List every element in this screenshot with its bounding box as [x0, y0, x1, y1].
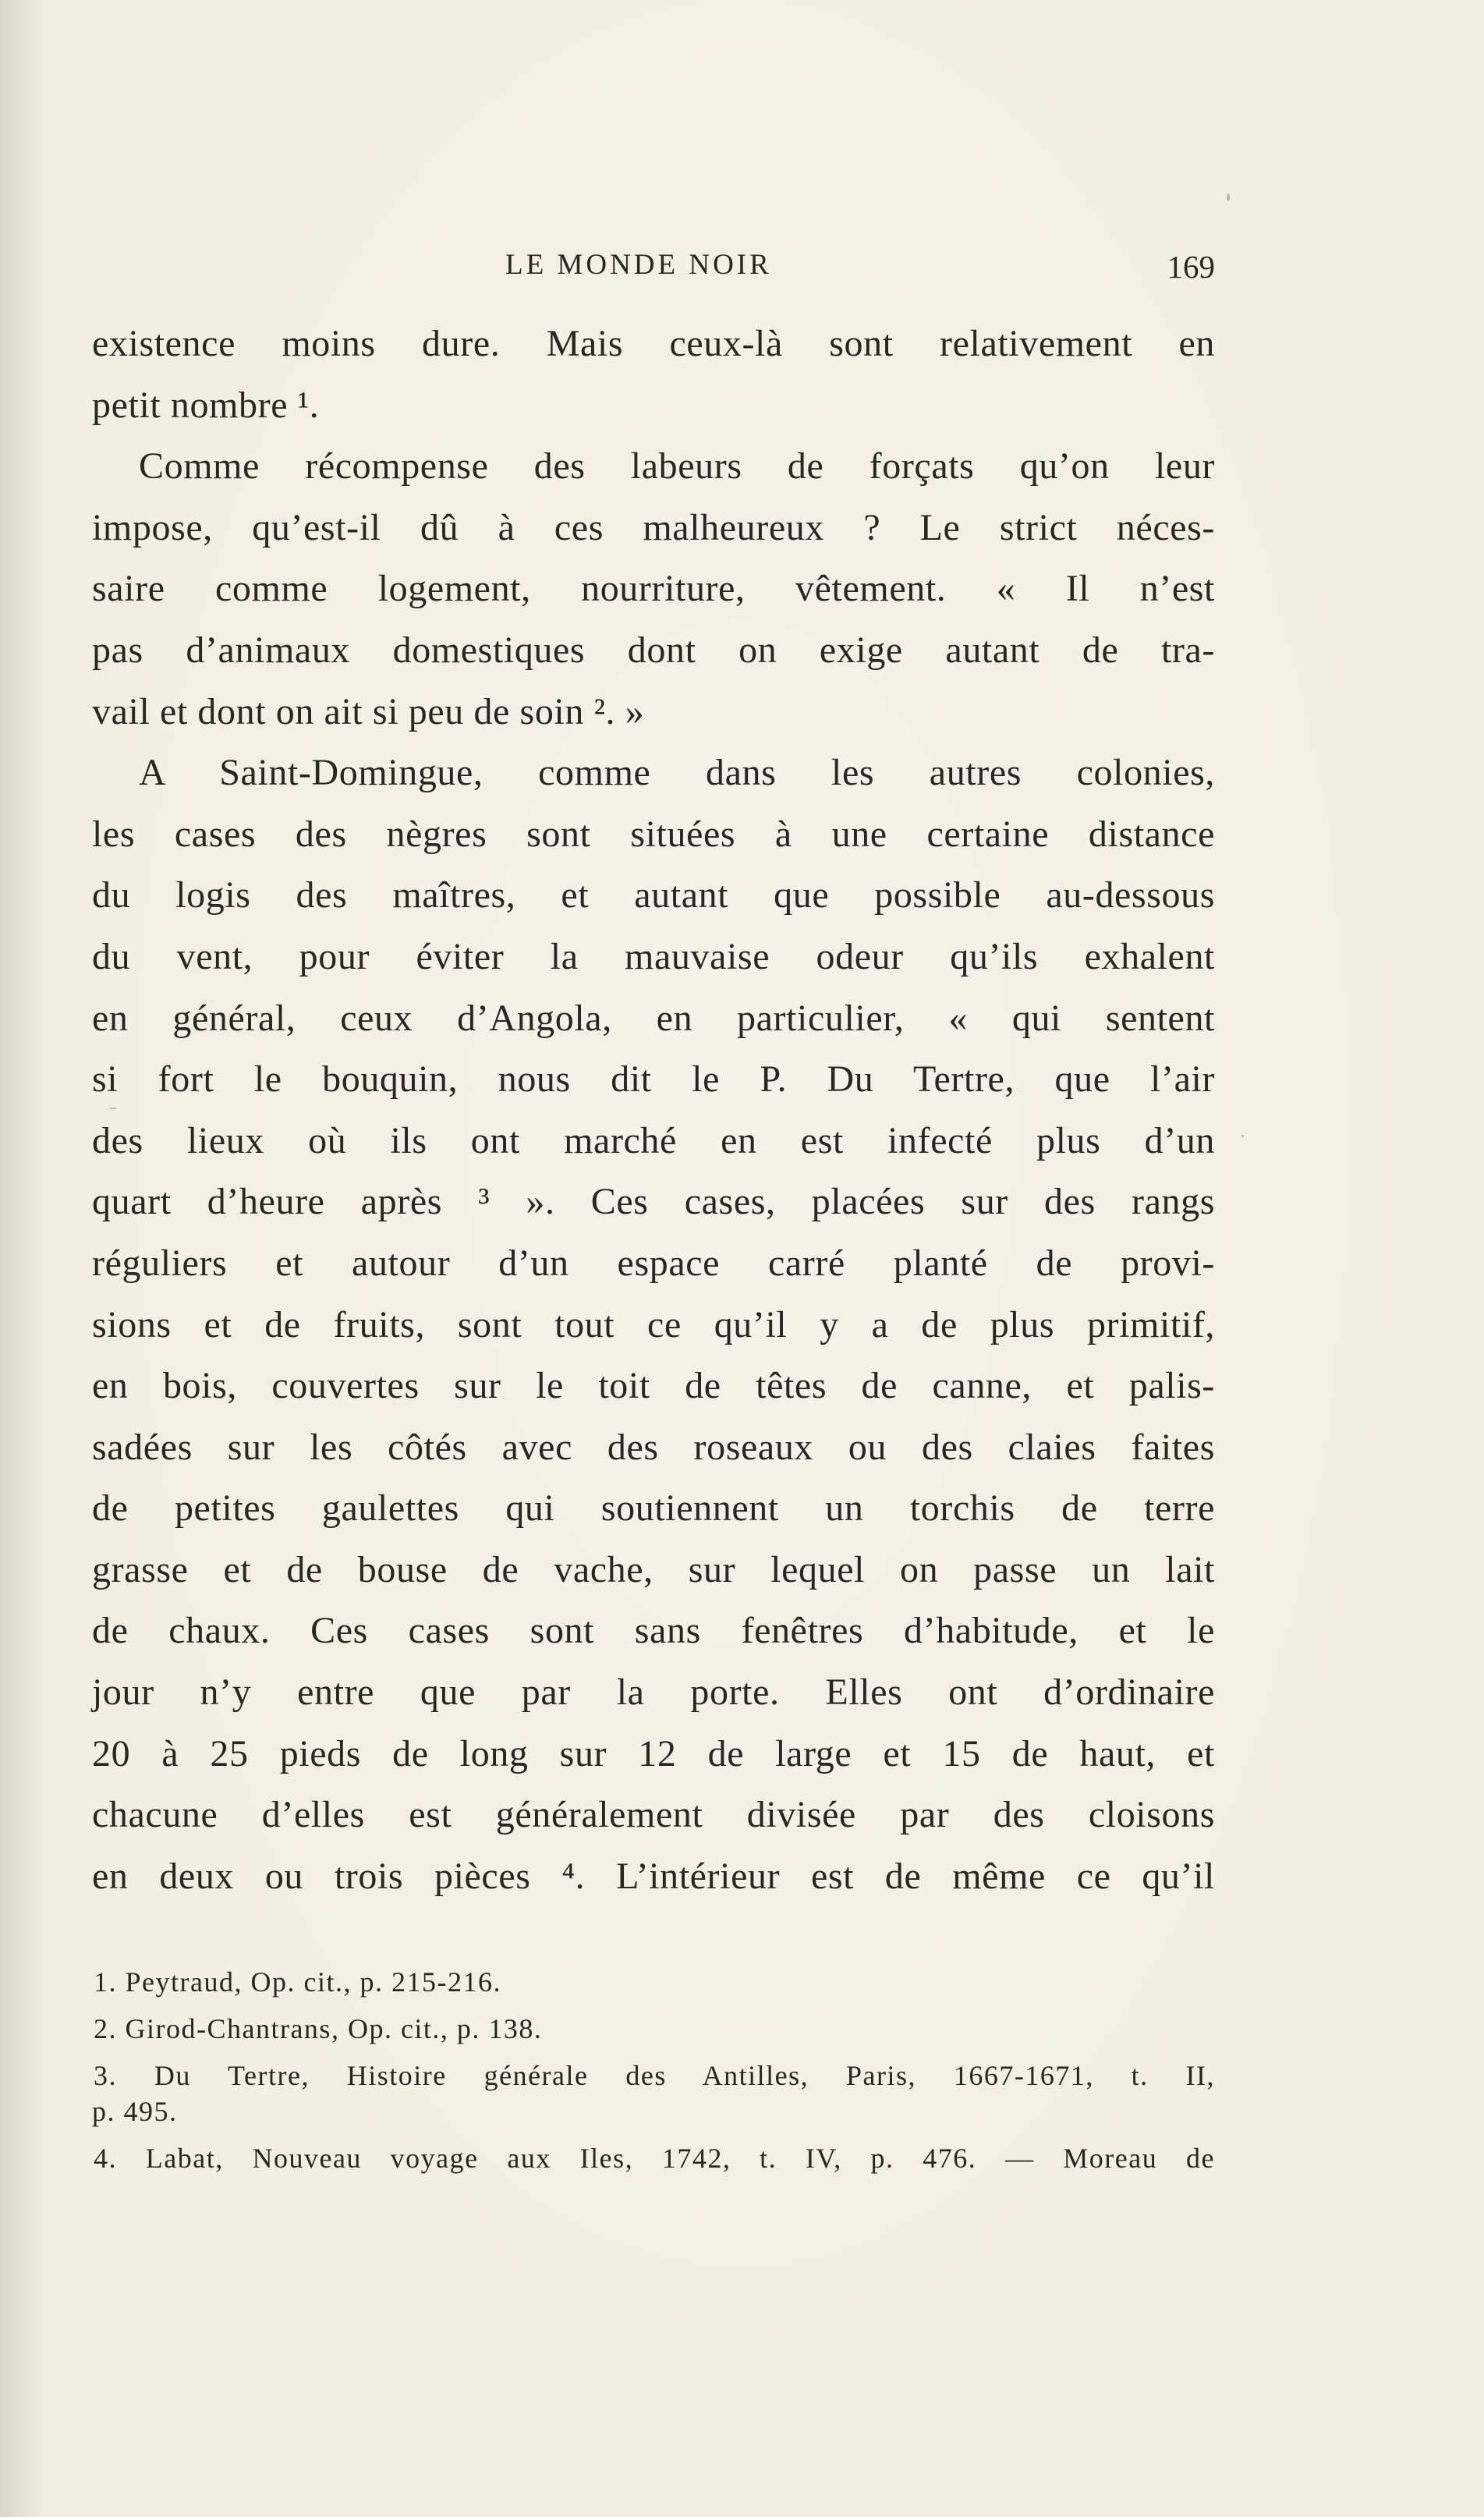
footnote-line: p. 495.	[92, 2096, 178, 2127]
paper-speck	[1241, 1135, 1244, 1137]
text-line: sadées sur les côtés avec des roseaux ou des claies faites	[92, 1426, 1215, 1468]
text-line: saire comme logement, nourriture, vêtement. « Il n’est	[92, 568, 1215, 610]
text-line: Comme récompense des labeurs de forçats qu’on leur	[139, 445, 1215, 487]
text-line: chacune d’elles est généralement divisée par des cloisons	[92, 1794, 1215, 1836]
footnote-line: 3. Du Tertre, Histoire générale des Antilles, Paris, 1667-1671, t. II,	[94, 2060, 1215, 2091]
footnote-line: 2. Girod-Chantrans, Op. cit., p. 138.	[94, 2013, 543, 2044]
gutter-shadow	[0, 0, 47, 2517]
paper-speck	[1227, 193, 1230, 201]
text-line: sions et de fruits, sont tout ce qu’il y a de plus primitif,	[92, 1303, 1215, 1345]
text-line: impose, qu’est-il dû à ces malheureux ? Le strict néces-	[92, 506, 1215, 548]
text-line: du logis des maîtres, et autant que possible au-dessous	[92, 874, 1215, 916]
text-line: petit nombre ¹.	[92, 384, 320, 426]
text-line: réguliers et autour d’un espace carré planté de provi-	[92, 1242, 1215, 1284]
text-line: de petites gaulettes qui soutiennent un torchis de terre	[92, 1487, 1215, 1530]
text-line: du vent, pour éviter la mauvaise odeur qu’ils exhalent	[92, 935, 1215, 977]
footnote-3	[92, 2058, 1215, 2129]
text-line: existence moins dure. Mais ceux-là sont relativement en	[92, 323, 1215, 364]
text-line: si fort le bouquin, nous dit le P. Du Tertre, que l’air	[92, 1058, 1215, 1101]
running-title: LE MONDE NOIR	[505, 249, 772, 281]
text-line: A Saint-Domingue, comme dans les autres colonies,	[139, 752, 1215, 794]
text-line: pas d’animaux domestiques dont on exige autant de tra-	[92, 629, 1215, 671]
footnotes	[92, 1964, 1215, 2187]
text-line: de chaux. Ces cases sont sans fenêtres d’habitude, et le	[92, 1610, 1215, 1652]
paper-speck	[109, 1108, 117, 1109]
text-line: en général, ceux d’Angola, en particulier, « qui sentent	[92, 997, 1215, 1039]
footnote-4	[92, 2140, 1215, 2176]
footnote-line: 4. Labat, Nouveau voyage aux Iles, 1742, t. IV, p. 476. — Moreau de	[94, 2143, 1215, 2174]
text-line: les cases des nègres sont situées à une certaine distance	[92, 813, 1215, 855]
running-head	[92, 248, 1215, 295]
text-line: des lieux où ils ont marché en est infecté plus d’un	[92, 1119, 1215, 1161]
text-line: vail et dont on ait si peu de soin ². »	[92, 690, 645, 732]
text-line: 20 à 25 pieds de long sur 12 de large et 15 de haut, et	[92, 1732, 1215, 1774]
text-line: en bois, couvertes sur le toit de têtes de canne, et palis-	[92, 1365, 1215, 1407]
footnote-2	[92, 2011, 1215, 2047]
footnote-1	[92, 1964, 1215, 2000]
text-line: en deux ou trois pièces ⁴. L’intérieur est de même ce qu’il	[92, 1855, 1215, 1897]
page-number: 169	[1167, 249, 1215, 285]
text-line: quart d’heure après ³ ». Ces cases, placées sur des rangs	[92, 1181, 1215, 1223]
text-line: jour n’y entre que par la porte. Elles ont d’ordinaire	[92, 1672, 1215, 1714]
body-text	[92, 314, 1215, 1907]
text-line: grasse et de bouse de vache, sur lequel on passe un lait	[92, 1548, 1215, 1590]
footnote-line: 1. Peytraud, Op. cit., p. 215-216.	[94, 1966, 501, 1998]
